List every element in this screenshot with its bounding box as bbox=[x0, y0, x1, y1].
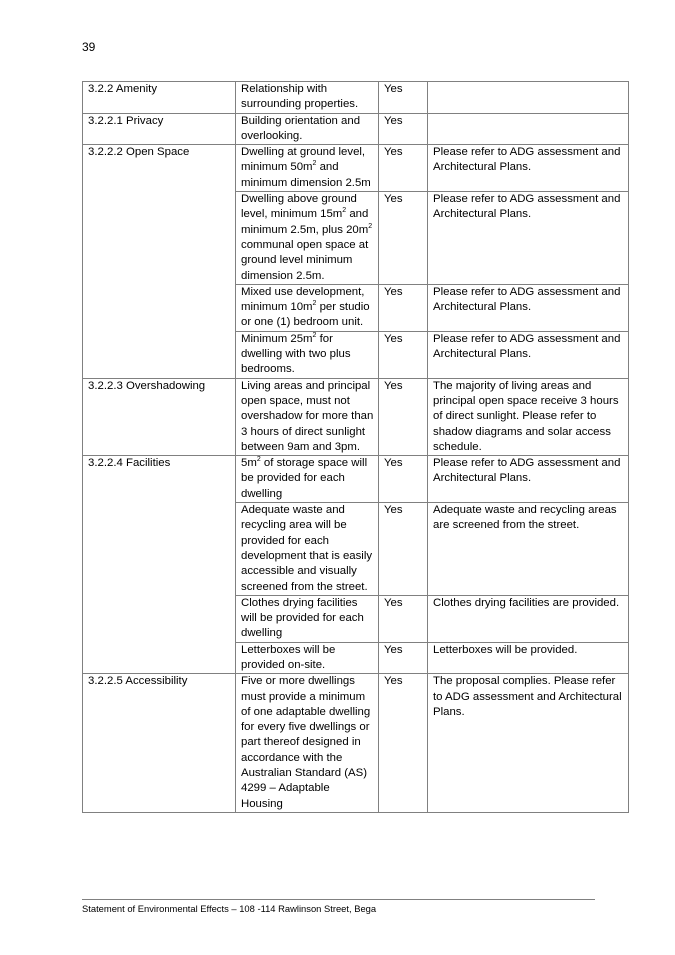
requirement-text: for dwelling with two plus bedrooms. bbox=[241, 332, 351, 376]
superscript: 2 bbox=[342, 207, 347, 215]
complies-cell: Yes bbox=[379, 331, 428, 378]
requirement-cell bbox=[236, 674, 379, 813]
requirement-cell bbox=[236, 192, 379, 285]
requirement-cell bbox=[236, 331, 379, 378]
compliance-table bbox=[82, 81, 629, 813]
requirement-text: per studio or one (1) bedroom unit. bbox=[241, 301, 370, 329]
comment-cell: The proposal complies. Please refer to ADG assessment and Architectural Plans. bbox=[428, 674, 629, 813]
comment-cell: Please refer to ADG assessment and Architectural Plans. bbox=[428, 145, 629, 192]
superscript: 2 bbox=[312, 160, 317, 168]
comment-cell: Please refer to ADG assessment and Architectural Plans. bbox=[428, 456, 629, 503]
complies-cell: Yes bbox=[379, 145, 428, 192]
requirement-text: Living areas and principal open space, must not overshadow for more than 3 hours of direct sunlight between 9am and 3pm. bbox=[241, 379, 374, 453]
comment-cell: Please refer to ADG assessment and Architectural Plans. bbox=[428, 284, 629, 331]
comment-cell: Adequate waste and recycling areas are screened from the street. bbox=[428, 503, 629, 596]
complies-cell: Yes bbox=[379, 192, 428, 285]
complies-cell: Yes bbox=[379, 503, 428, 596]
requirement-cell bbox=[236, 284, 379, 331]
requirement-text: Dwelling at ground level, minimum 50m bbox=[241, 146, 366, 174]
requirement-text: Dwelling above ground level, minimum 15m bbox=[241, 193, 357, 221]
section-cell: 3.2.2.1 Privacy bbox=[83, 113, 236, 145]
requirement-cell bbox=[236, 145, 379, 192]
table-row bbox=[83, 82, 629, 114]
page-number: 39 bbox=[82, 40, 96, 54]
requirement-cell bbox=[236, 82, 379, 114]
table-row bbox=[83, 145, 629, 192]
comment-cell bbox=[428, 113, 629, 145]
complies-cell: Yes bbox=[379, 595, 428, 642]
complies-cell: Yes bbox=[379, 642, 428, 674]
requirement-text: Five or more dwellings must provide a minimum of one adaptable dwelling for every five dwellings or part thereof designed in accordance with the Australian Standard (AS) 4299 – Adaptable Housing bbox=[241, 675, 371, 810]
complies-cell: Yes bbox=[379, 378, 428, 455]
complies-cell: Yes bbox=[379, 82, 428, 114]
requirement-text: communal open space at ground level minimum dimension 2.5m. bbox=[241, 238, 369, 282]
comment-cell: Letterboxes will be provided. bbox=[428, 642, 629, 674]
requirement-text: Letterboxes will be provided on-site. bbox=[241, 643, 336, 671]
requirement-text: Clothes drying facilities will be provided for each dwelling bbox=[241, 596, 364, 640]
requirement-text: Mixed use development, minimum 10m bbox=[241, 285, 365, 314]
requirement-text: and minimum dimension 2.5m bbox=[241, 161, 371, 189]
superscript: 2 bbox=[256, 456, 261, 464]
complies-cell: Yes bbox=[379, 284, 428, 331]
comment-cell bbox=[428, 82, 629, 114]
section-cell: 3.2.2.2 Open Space bbox=[83, 145, 236, 378]
section-cell: 3.2.2 Amenity bbox=[83, 82, 236, 114]
requirement-cell bbox=[236, 595, 379, 642]
section-cell: 3.2.2.5 Accessibility bbox=[83, 674, 236, 813]
requirement-cell bbox=[236, 642, 379, 674]
section-cell: 3.2.2.3 Overshadowing bbox=[83, 378, 236, 455]
comment-cell: Please refer to ADG assessment and Architectural Plans. bbox=[428, 331, 629, 378]
requirement-text: Relationship with surrounding properties. bbox=[241, 83, 359, 111]
table-row bbox=[83, 674, 629, 813]
requirement-cell bbox=[236, 456, 379, 503]
superscript: 2 bbox=[368, 222, 373, 230]
complies-cell: Yes bbox=[379, 113, 428, 145]
requirement-text: 5m bbox=[241, 457, 257, 470]
table-row bbox=[83, 456, 629, 503]
page-footer: Statement of Environmental Effects – 108 -114 Rawlinson Street, Bega bbox=[82, 903, 377, 914]
comment-cell: Clothes drying facilities are provided. bbox=[428, 595, 629, 642]
requirement-text: Adequate waste and recycling area will be provided for each development that is easily accessible and visually screened from the street. bbox=[241, 504, 373, 593]
comment-cell: Please refer to ADG assessment and Architectural Plans. bbox=[428, 192, 629, 285]
superscript: 2 bbox=[312, 331, 317, 339]
table-row bbox=[83, 113, 629, 145]
table-row bbox=[83, 378, 629, 455]
complies-cell: Yes bbox=[379, 674, 428, 813]
section-cell: 3.2.2.4 Facilities bbox=[83, 456, 236, 674]
comment-cell: The majority of living areas and principal open space receive 3 hours of direct sunlight. Please refer to shadow diagrams and solar access schedule. bbox=[428, 378, 629, 455]
requirement-text: Building orientation and overlooking. bbox=[241, 114, 361, 142]
requirement-cell bbox=[236, 503, 379, 596]
requirement-cell bbox=[236, 378, 379, 455]
requirement-text: and minimum 2.5m, plus 20m bbox=[241, 208, 369, 236]
requirement-cell bbox=[236, 113, 379, 145]
requirement-text: of storage space will be provided for each dwelling bbox=[241, 457, 368, 500]
footer-divider bbox=[82, 899, 595, 900]
table-body bbox=[83, 82, 629, 813]
complies-cell: Yes bbox=[379, 456, 428, 503]
superscript: 2 bbox=[312, 300, 317, 308]
requirement-text: Minimum 25m bbox=[241, 332, 313, 345]
